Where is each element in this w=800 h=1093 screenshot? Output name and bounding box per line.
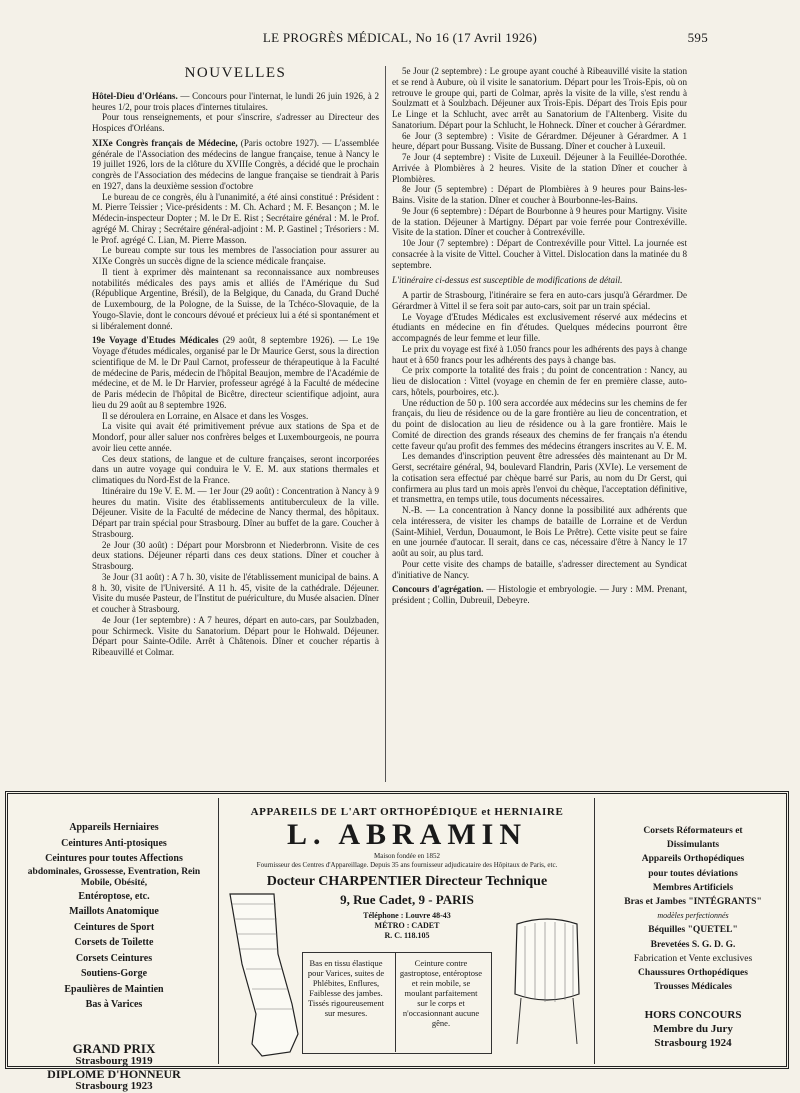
ad-founded: Maison fondée en 1852 <box>374 852 440 860</box>
ad-item: Bras et Jambes "INTÉGRANTS" <box>624 897 762 908</box>
article-paragraph: 10e Jour (7 septembre) : Départ de Contrexéville pour Vittel. La journée est consacrée à la visite de Vittel. Coucher à Vittel. Dislocation dans la matinée du 8 septembre. <box>392 238 687 270</box>
article-paragraph: N.-B. — La concentration à Nancy donne la possibilité aux adhérents que cela intéressera, de visiter les champs de bataille de Lorraine et de Verdun (Saint-Mihiel, Verdun, Douaumont, le Bois Le Prêtre). Cette visite peut se faire en une journée d'autocar. Il serait, dans ce cas, nécessaire d'être à Nancy le 17 août au soir, au plus tard. <box>392 505 687 558</box>
ad-item: Chaussures Orthopédiques <box>638 968 748 979</box>
article-paragraph: Itinéraire du 19e V. E. M. — 1er Jour (29 août) : Concentration à Nancy à 9 heures du matin. Visite des établissements antituberculeux de la ville. Déjeuner. Visite de la Faculté de médecine de Nancy thermal, des hôpitaux. Départ par train spécial pour Strasbourg. Dîner au buffet de la gare. Coucher à Strasbourg. <box>92 485 379 539</box>
ad-item: Ceintures Anti-ptosiques <box>61 837 167 849</box>
award-line: GRAND PRIX <box>72 1040 156 1056</box>
belt-illustration <box>507 914 587 1054</box>
article-paragraph <box>392 584 687 606</box>
ad-award <box>601 1008 785 1050</box>
ad-item: Entéroptose, etc. <box>78 890 150 902</box>
ad-supplier: Fournisseur des Centres d'Appareillage. Depuis 35 ans fournisseur adjudicataire des Hôpitaux de Paris, etc. <box>256 861 558 869</box>
ad-phone: Téléphone : Louvre 48-43 <box>363 911 451 920</box>
article-paragraph: 4e Jour (1er septembre) : A 7 heures, départ en auto-cars, par Soulzbaden, pour Schirmeck. Visite du Sanatorium. Départ pour le Hohwald. Déjeuner. Départ pour Sainte-Odile. Arrêt à Châtenois. Dîner et coucher répartis à Ribeauvillé et Colmar. <box>92 614 379 657</box>
ad-item: Maillots Anatomique <box>69 906 159 917</box>
article-text: — Concours pour l'internat, le lundi 26 juin 1926, à 2 heures 1/2, pour trois places d'internes titulaires. <box>92 90 379 112</box>
page-number: 595 <box>687 30 708 45</box>
ad-product-belt: Ceinture contre gastroptose, entéroptose et rein mobile, se moulant parfaitement sur le corps et n'occasionnant aucune gêne. <box>399 958 483 1028</box>
article-paragraph: 3e Jour (31 août) : A 7 h. 30, visite de l'établissement municipal de bains. A 8 h. 30, visite de l'Université. A 11 h. 45, visite de la cathédrale. Déjeuner. Visite du musée Pasteur, de l'Institut de puériculture, du Musée alsacien. Dîner et coucher à Strasbourg. <box>92 571 379 614</box>
article-note: L'itinéraire ci-dessus est susceptible de modifications de détail. <box>392 275 623 286</box>
article-paragraph: 8e Jour (5 septembre) : Départ de Plombières à 9 heures pour Bains-les-Bains. Visite de la station. Dîner et coucher à Bourbonne-les-Bains. <box>392 184 687 205</box>
article-paragraph: Il se déroulera en Lorraine, en Alsace et dans les Vosges. <box>102 410 309 421</box>
article-paragraph: Le bureau de ce congrès, élu à l'unanimité, a été ainsi constitué : Président : M. Pierre Teissier ; Vice-présidents : M. Ch. Achard ; M. F. Besançon ; M. le Médecin-inspecteur Dopter ; M. le Dr E. Rist ; Secrétaire général : M. le Prof. agrégé M. Chiray ; Secrétaire général-adjoint : M. P. Gastinel ; Trésoriers : M. le Prof. agrégé C. Lian, M. Pierre Masson. <box>92 191 379 245</box>
ad-award <box>16 1040 212 1093</box>
ad-brand-name: L. ABRAMIN <box>286 818 527 851</box>
ad-item: Appareils Orthopédiques <box>641 854 745 865</box>
column-divider <box>385 66 386 782</box>
ad-right-list <box>601 824 785 1050</box>
article-heading: 19e Voyage d'Etudes Médicales <box>92 335 219 346</box>
article-paragraph: Les demandes d'inscription peuvent être adressées dès maintenant au Dr M. Gerst, secrétaire général, 94, boulevard Flandrin, Paris (XVIe). Le versement de la cotisation sera effectué par chèque barré sur Paris, au nom du Dr Gerst, qui confirmera au plus tard un mois après l'envoi du chèque, l'acceptation définitive, et transmettra, en temps utile, tous documents nécessaires. <box>392 451 687 505</box>
ad-item: Appareils Herniaires <box>69 822 159 833</box>
ad-item: Fabrication et Vente exclusives <box>633 953 753 964</box>
article-paragraph <box>92 91 379 113</box>
page-header <box>0 30 800 50</box>
article-heading: Hôtel-Dieu d'Orléans. <box>92 90 178 101</box>
article-paragraph: Pour cette visite des champs de bataille, s'adresser directement au Syndicat d'initiative de Nancy. <box>392 558 687 580</box>
ad-item: pour toutes déviations <box>648 868 738 879</box>
ad-item: Corsets Ceintures <box>75 952 153 964</box>
article-heading: XIXe Congrès français de Médecine, <box>92 137 238 148</box>
ad-item: Dissimulants <box>666 840 720 851</box>
ad-item: modèles perfectionnés <box>657 911 729 921</box>
article-paragraph: A partir de Strasbourg, l'itinéraire se fera en auto-cars jusqu'à Gérardmer. De Gérardmer à Vittel il se fera soit par auto-cars, soit par un train spécial. <box>392 290 687 311</box>
right-column <box>392 66 687 786</box>
ad-divider <box>218 798 219 1064</box>
ad-divider <box>594 798 595 1064</box>
ad-item: Ceintures pour toutes Affections <box>45 853 183 864</box>
ad-product-stocking: Bas en tissu élastique pour Varices, suites de Phlébites, Enflures, Faiblesse des jambes. Tissés rigoureusement sur mesures. <box>307 958 385 1018</box>
article-text: — Histologie et embryologie. — Jury : MM. Prenant, président ; Collin, Dubreuil, Debeyre. <box>392 584 687 605</box>
ad-center <box>222 794 592 1066</box>
ad-item: abdominales, Grossesse, Eventration, Rein Mobile, Obésité, <box>27 866 201 888</box>
award-line: Strasbourg 1924 <box>654 1037 732 1050</box>
ad-item: Corsets Réformateurs et <box>643 826 743 836</box>
article-paragraph: La visite qui avait été primitivement prévue aux stations de Spa et de Mondorf, pour aller saluer nos confrères belges et Luxembourgeois, ne pourra avoir lieu cette année. <box>92 421 379 453</box>
section-title: NOUVELLES <box>184 66 287 81</box>
article-paragraph: Il tient à exprimer dès maintenant sa reconnaissance aux nombreuses notabilités médicales des pays amis et alliés de l'Amérique du Sud (République Argentine, Brésil), de la Belgique, du Canada, du Grand Duché de Luxembourg, de la Pologne, de la Suisse, de la Tchéco-Slovaquie, de la Yougo-Slavie, dont le concours dévoué et précieux lui a été si spontanément et si libéralement donné. <box>92 266 379 331</box>
award-line: Strasbourg 1923 <box>75 1080 153 1092</box>
ad-director: Docteur CHARPENTIER Directeur Technique <box>266 874 548 889</box>
ad-item: Membres Artificiels <box>652 882 734 893</box>
article-paragraph: Le Voyage d'Etudes Médicales est exclusivement réservé aux médecins et étudiants en médecine en fin d'études. Quelques médecins pourront être accompagnés de leur femme et leur fille. <box>392 311 687 343</box>
article-heading: Concours d'agrégation. <box>392 584 484 595</box>
ad-left-list <box>16 820 212 1093</box>
ad-item: Trousses Médicales <box>653 982 733 993</box>
article-paragraph: Une réduction de 50 p. 100 sera accordée aux médecins sur les chemins de fer français, du lieu de résidence ou de la gare frontière au lieu de concentration, et du point de dislocation au lieu de résidence ou à la gare frontière. Mais le Comité de direction des grands réseaux des chemins de fer français n'a étendu cette faveur qu'au profit des femmes des médecins étrangers inscrites au V. E. M. <box>392 397 687 451</box>
ad-item: Bas à Varices <box>85 999 143 1010</box>
ad-item: Béquilles "QUETEL" <box>648 925 738 936</box>
article-paragraph: Pour tous renseignements, et pour s'inscrire, s'adresser au Directeur des Hospices d'Orléans. <box>92 112 379 133</box>
ad-address: 9, Rue Cadet, 9 - PARIS <box>340 892 474 907</box>
article-paragraph: Le bureau compte sur tous les membres de l'association pour assurer au XIXe Congrès un succès digne de la science médicale française. <box>92 245 379 266</box>
stocking-illustration <box>222 884 302 1064</box>
award-line: Membre du Jury <box>653 1023 733 1036</box>
article-paragraph: Ce prix comporte la totalité des frais ; du point de concentration : Nancy, au lieu de dislocation : Vittel (voyage en chemin de fer en première classe, auto-cars, hôtels, pourboires, etc.). <box>392 365 687 397</box>
article-text: (Paris octobre 1927). — L'assemblée générale de l'Association des médecins de langue française, tenue à Nancy le 19 juillet 1926, lors de la clôture du XVIIIe Congrès, a décidé que le prochain congrès de l'Association des médecins de langue française se tiendrait à Paris en 1927, dans la deuxième session d'octobre <box>92 137 379 191</box>
ad-item: Epaulières de Maintien <box>64 983 164 995</box>
advertisement <box>5 791 789 1092</box>
journal-title: LE PROGRÈS MÉDICAL, No 16 (17 Avril 1926) <box>262 30 538 45</box>
article-paragraph <box>92 335 379 410</box>
article-paragraph: 5e Jour (2 septembre) : Le groupe ayant couché à Ribeauvillé visite la station et se rend à Aubure, où il visite le sanatorium. Départ pour les Trois-Epis, où on retrouve le groupe qui, parti de Colmar, après la visite de la ville, s'est rendu à Soulzmatt et à Soulzbach. Déjeuner aux Trois-Epis. Départ des Trois Epis pour Le Linge et la Schlucht, avec arrêt au Sanatorium de l'Altenberg. Visite du Sanatorium. Départ pour la Schlucht, le Hohneck. Dîner et coucher à Gérardmer. <box>392 66 687 130</box>
article-text: (29 août, 8 septembre 1926). — Le 19e Voyage d'études médicales, organisé par le Dr Maurice Gerst, sous la direction scientifique de M. le Dr Paul Carnot, professeur de thérapeutique à la Faculté de médecine de Paris, médecin de l'hôpital Beaujon, membre de l'Académie de médecine, et de M. le Dr Harvier, professeur agrégé à la Faculté de médecine de Paris médecin de l'hôpital de Bicêtre, directeur scientifique adjoint, aura lieu du 29 août au 8 septembre 1926. <box>92 335 379 410</box>
ad-item: Corsets de Toilette <box>74 937 154 948</box>
article-paragraph: 6e Jour (3 septembre) : Visite de Gérardmer. Déjeuner à Gérardmer. A 1 heure, départ pour Bussang. Visite de Bussang. Dîner et coucher à Luxeuil. <box>392 130 687 152</box>
article-paragraph: 7e Jour (4 septembre) : Visite de Luxeuil. Déjeuner à la Feuillée-Dorothée. Arrivée à Plombières à 2 heures. Visite de la station Dîner et coucher à Plombières. <box>392 152 687 184</box>
award-line: HORS CONCOURS <box>644 1009 742 1022</box>
award-line: DIPLOME D'HONNEUR <box>47 1066 181 1081</box>
ad-item: Brevetées S. G. D. G. <box>650 939 736 950</box>
ad-item: Ceintures de Sport <box>73 921 155 933</box>
award-line: Strasbourg 1919 <box>75 1055 153 1067</box>
ad-heading: APPAREILS DE L'ART ORTHOPÉDIQUE et HERNIAIRE <box>250 806 564 818</box>
left-column <box>92 66 379 786</box>
ad-rc: R. C. 118.105 <box>384 931 430 940</box>
article-paragraph <box>92 138 379 192</box>
article-paragraph: Ces deux stations, de langue et de culture françaises, seront incorporées dans un autre voyage qui conduira le V. E. M. aux stations thermales et climatiques du Nord-Est de la France. <box>92 453 379 485</box>
article-paragraph: Le prix du voyage est fixé à 1.050 francs pour les adhérents des pays à change haut et à 650 francs pour les adhérents des pays à change bas. <box>392 343 687 365</box>
article-paragraph: 2e Jour (30 août) : Départ pour Morsbronn et Niederbronn. Visite de ces deux stations. Déjeuner réparti dans ces deux stations. Dîner et coucher à Strasbourg. <box>92 539 379 571</box>
article-paragraph: 9e Jour (6 septembre) : Départ de Bourbonne à 9 heures pour Martigny. Visite de la station. Déjeuner à Martigny. Départ par voie ferrée pour Contrexéville. Visite de la station. Dîner et coucher à Contrexéville. <box>392 205 687 238</box>
ad-item: Soutiens-Gorge <box>80 968 148 979</box>
ad-product-divider <box>395 952 396 1052</box>
ad-metro: MÉTRO : CADET <box>374 921 440 930</box>
